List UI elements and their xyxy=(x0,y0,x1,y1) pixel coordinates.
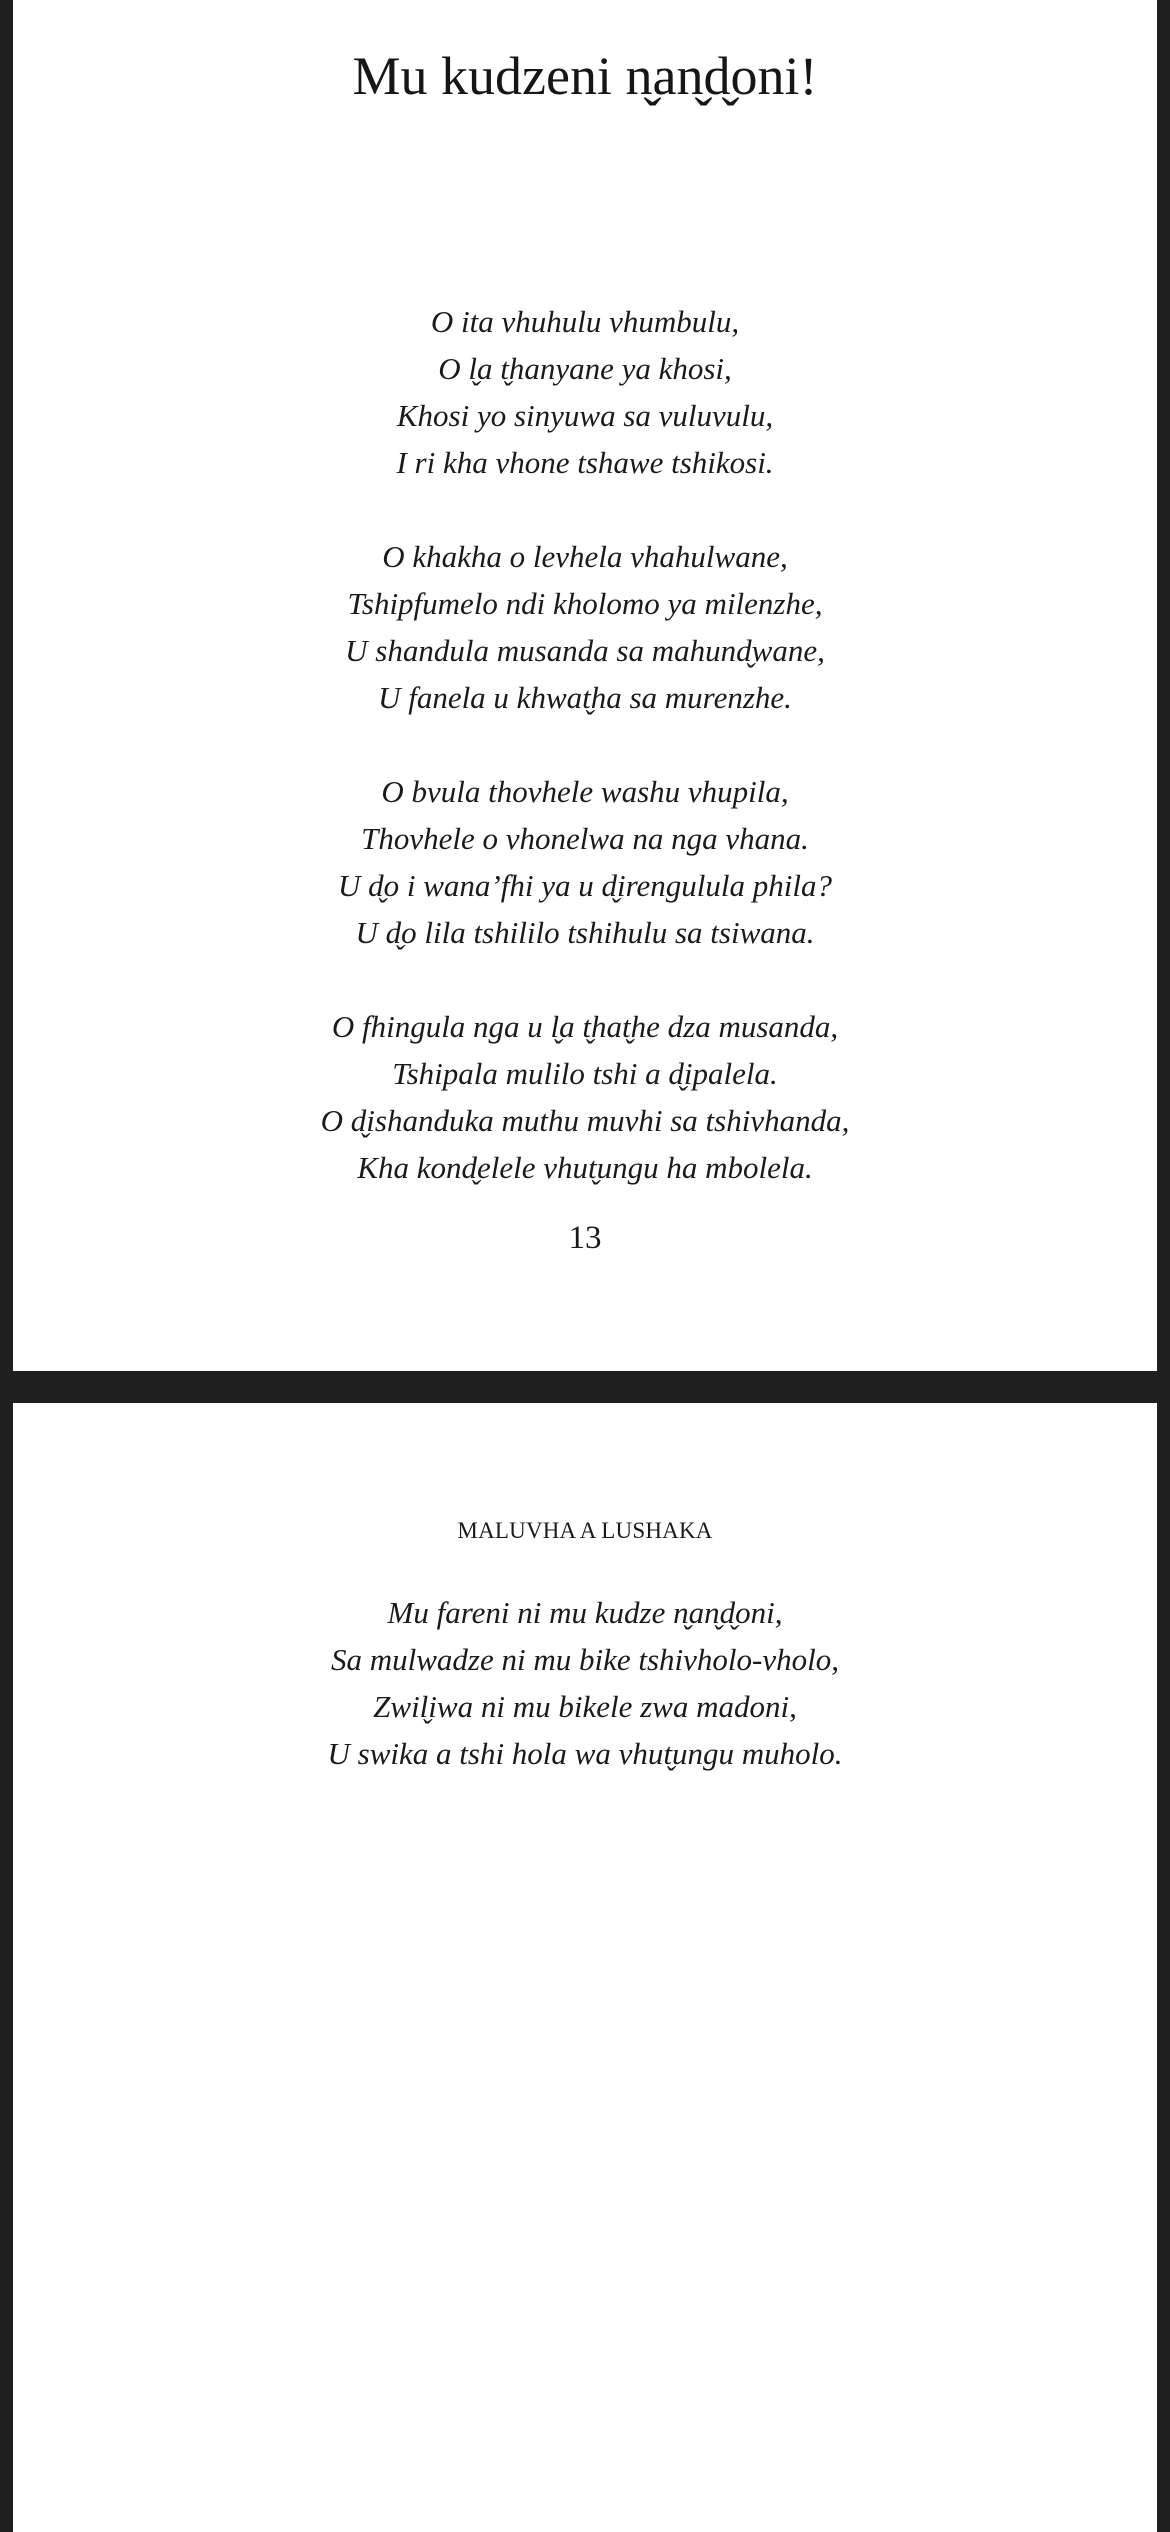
stanza-2 xyxy=(13,533,1157,721)
poem-body xyxy=(13,1589,1157,1777)
poem-line: Zwil̬iwa ni mu bikele zwa madoni, xyxy=(373,1689,797,1724)
poem-line: O khakha o levhela vhahulwane, xyxy=(382,539,788,574)
poem-line: Sa mulwadze ni mu bike tshivholo-vholo, xyxy=(331,1642,839,1677)
poem-line: Kha kond̬elele vhut̬ungu ha mbolela. xyxy=(357,1150,813,1185)
poem-line: Tshipfumelo ndi kholomo ya milenzhe, xyxy=(347,586,823,621)
poem-line: Mu fareni ni mu kudze n̬an̬d̬oni, xyxy=(387,1595,783,1630)
poem-line: O fhingula nga u l̬a t̬hat̬he dza musanda, xyxy=(331,1009,839,1044)
poem-line: O bvula thovhele washu vhupila, xyxy=(381,774,789,809)
poem-line: Khosi yo sinyuwa sa vuluvulu, xyxy=(396,398,774,433)
poem-title: Mu kudzeni n̬an̬d̬oni! xyxy=(352,46,818,106)
poem-line: U d̬o lila tshililo tshihulu sa tsiwana. xyxy=(355,915,815,950)
poem-line: U shandula musanda sa mahund̬wane, xyxy=(345,633,825,668)
stanza-1 xyxy=(13,298,1157,486)
poem-line: Thovhele o vhonelwa na nga vhana. xyxy=(361,821,809,856)
stanza-4 xyxy=(13,1003,1157,1191)
stanza-3 xyxy=(13,768,1157,956)
running-header: MALUVHA A LUSHAKA xyxy=(457,1518,713,1543)
poem-line: U swika a tshi hola wa vhut̬ungu muholo. xyxy=(327,1736,843,1771)
poem-line: O ita vhuhulu vhumbulu, xyxy=(430,304,740,339)
stanza-1 xyxy=(13,1589,1157,1777)
poem-line: U d̬o i wana’fhi ya u d̬irengulula phila? xyxy=(338,868,832,903)
poem-line: O d̬ishanduka muthu muvhi sa tshivhanda, xyxy=(320,1103,850,1138)
poem-line: U fanela u khwat̬ha sa murenzhe. xyxy=(378,680,792,715)
poem-body xyxy=(13,298,1157,1191)
poem-line: Tshipala mulilo tshi a d̬ipalela. xyxy=(392,1056,778,1091)
book-page-13 xyxy=(13,0,1157,1371)
page-number: 13 xyxy=(568,1220,602,1256)
book-page-14 xyxy=(13,1403,1157,2532)
poem-line: O l̬a t̬hanyane ya khosi, xyxy=(438,351,732,386)
poem-line: I ri kha vhone tshawe tshikosi. xyxy=(396,445,774,480)
